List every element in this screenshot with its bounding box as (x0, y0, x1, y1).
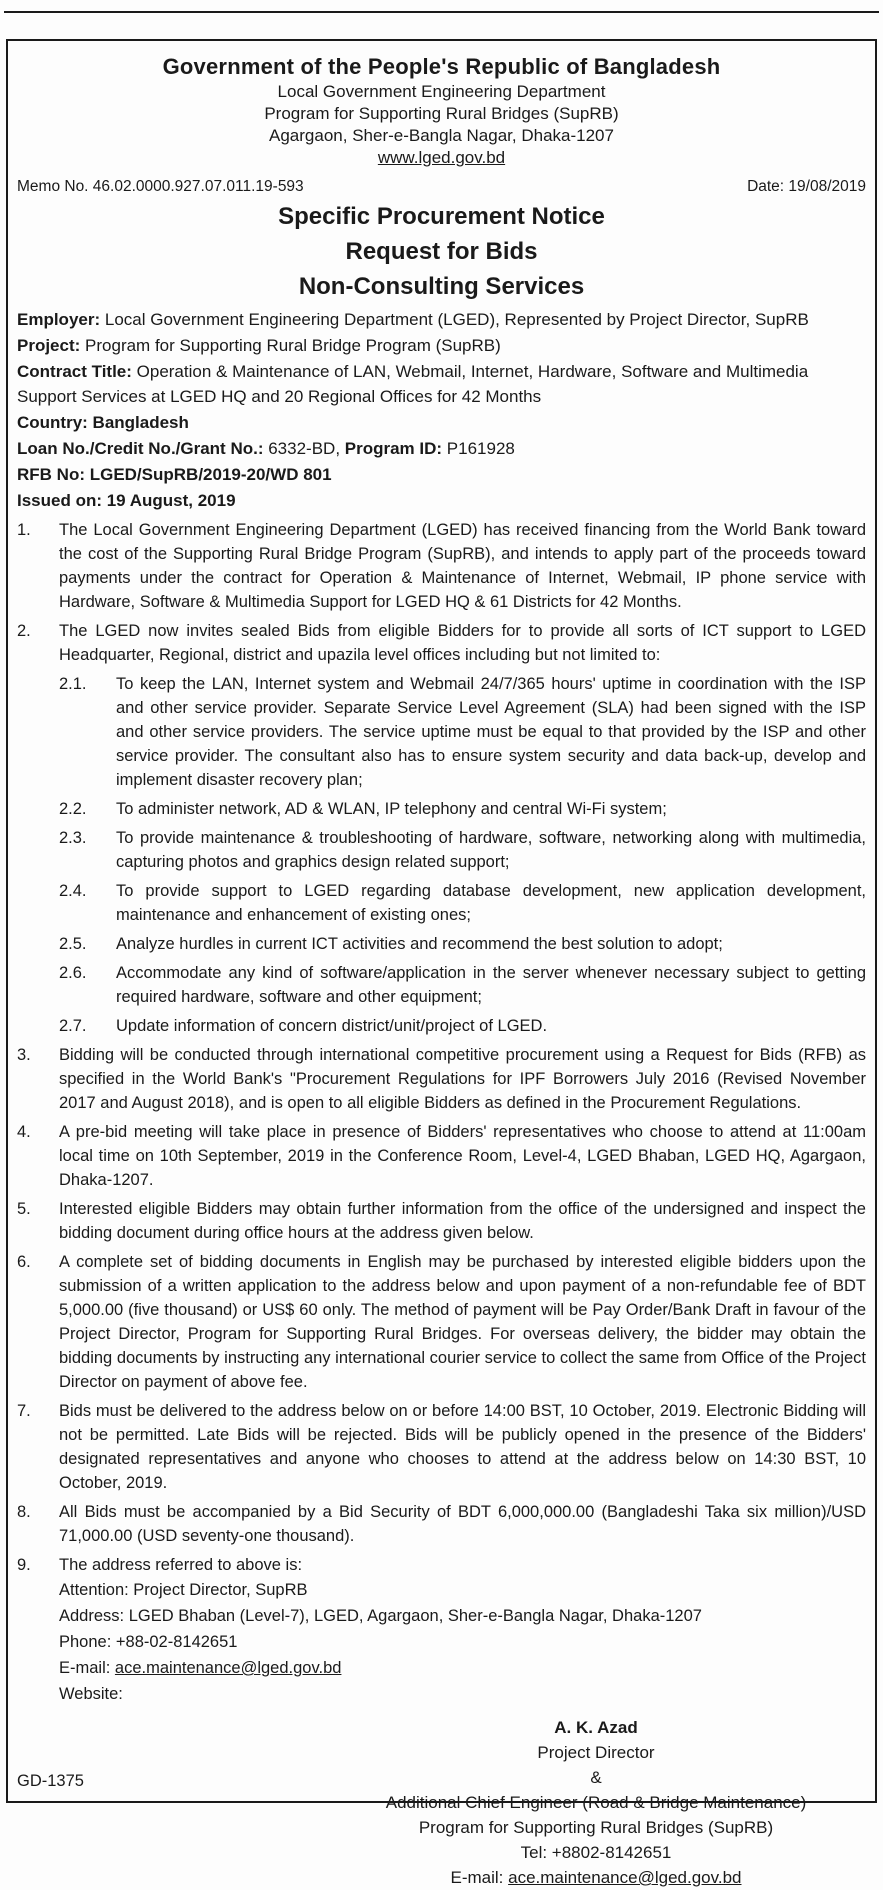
notice-items (17, 518, 866, 1707)
field-label: RFB No: LGED/SupRB/2019-20/WD 801 (17, 465, 332, 484)
sub-item-number: 2.4. (59, 882, 87, 900)
signature-email-line (356, 1865, 836, 1890)
item-text: The address referred to above is: (59, 1556, 303, 1574)
item-number: 4. (17, 1123, 31, 1141)
summary-fields (17, 307, 866, 513)
gd-code: GD-1375 (17, 1772, 84, 1790)
item-number: 6. (17, 1253, 31, 1271)
signatory-title-line: Program for Supporting Rural Bridges (SupRB) (418, 1818, 774, 1837)
contact-address-block (59, 1577, 866, 1707)
hq-address: Agargaon, Sher-e-Bangla Nagar, Dhaka-1207 (269, 126, 614, 145)
contract-title-field (17, 359, 866, 409)
sub-item-number: 2.1. (59, 675, 87, 693)
field-value: 6332-BD, (268, 439, 345, 458)
contact-line: Attention: Project Director, SupRB (59, 1581, 308, 1599)
item-text: A complete set of bidding documents in English may be purchased by interested eligible bidders upon the submission of a written application to the address below and upon payment of a non-refundable fee of BDT 5,000.00 (five thousand) or US$ 60 only. The method of payment will be Pay Order/Bank Draft in favour of the Project Director, Program for Supporting Rural Bridges. For overseas delivery, the bidder may obtain the bidding documents by instructing any international courier service to collect the same from Office of the Project Director on payment of above fee. (59, 1253, 866, 1391)
item-text: The LGED now invites sealed Bids from eligible Bidders for to provide all sorts of ICT support to LGED Headquarter, Regional, district and upazila level offices including but not limited to: (59, 622, 866, 664)
item-number: 5. (17, 1200, 31, 1218)
website-line (17, 147, 866, 169)
sub-item-2-2 (59, 797, 866, 821)
document-header (17, 53, 866, 169)
notice-item-7 (17, 1399, 866, 1495)
project-field (17, 333, 866, 358)
rfb-no-field (17, 462, 866, 487)
email-label: E-mail: (59, 1659, 115, 1677)
contact-email-link[interactable]: ace.maintenance@lged.gov.bd (114, 1659, 342, 1677)
request-for-bids-title: Request for Bids (345, 238, 538, 265)
item-number: 2. (17, 622, 31, 640)
field-value: Operation & Maintenance of LAN, Webmail, Internet, Hardware, Software and Multimedia Support Services at LGED HQ and 20 Regional Offices for 42 Months (17, 362, 809, 406)
item-text: A pre-bid meeting will take place in presence of Bidders' representatives who choose to attend at 11:00am local time on 10th September, 2019 in the Conference Room, Level-4, LGED Bhaban, LGED HQ, Agargaon, Dhaka-1207. (59, 1123, 866, 1189)
country-field (17, 410, 866, 435)
field-label: Contract Title: (17, 362, 137, 381)
signatory-title-line: Project Director (537, 1743, 655, 1762)
sub-item-text: Update information of concern district/unit/project of LGED. (116, 1017, 548, 1035)
sub-items (59, 672, 866, 1038)
contact-line: Phone: +88-02-8142651 (59, 1633, 238, 1651)
notice-item-6 (17, 1250, 866, 1394)
contact-line: Website: (59, 1685, 123, 1703)
sub-item-2-1 (59, 672, 866, 792)
notice-item-9 (17, 1553, 866, 1707)
sub-item-2-4 (59, 879, 866, 927)
signatory-name: A. K. Azad (554, 1718, 638, 1737)
notice-item-5 (17, 1197, 866, 1245)
signatory-title-line: Additional Chief Engineer (Road & Bridge Maintenance) (385, 1793, 807, 1812)
notice-item-2 (17, 619, 866, 1038)
field-value: Local Government Engineering Department (LGED), Represented by Project Director, SupRB (104, 310, 809, 329)
website-link[interactable]: www.lged.gov.bd (377, 148, 506, 167)
page-top-rule (4, 11, 879, 13)
signature-email-label: E-mail: (450, 1868, 509, 1887)
specific-procurement-notice-title: Specific Procurement Notice (278, 203, 605, 230)
sub-item-text: To provide maintenance & troubleshooting of hardware, software, networking along with multimedia, capturing photos and graphics design related support; (116, 829, 866, 871)
notice-border-box (6, 39, 877, 1887)
loan-field (17, 436, 866, 461)
item-text: Interested eligible Bidders may obtain further information from the office of the undersigned and inspect the bidding document during office hours at the address given below. (59, 1200, 866, 1242)
memo-date: Date: 19/08/2019 (747, 178, 866, 195)
signature-block (356, 1715, 836, 1890)
sub-item-number: 2.3. (59, 829, 87, 847)
employer-field (17, 307, 866, 332)
item-text: Bids must be delivered to the address below on or before 14:00 BST, 10 October, 2019. Electronic Bidding will not be permitted. Late Bids will be rejected. Bids will be publicly opened in the presence of the Bidders' designated representatives and anyone who chooses to attend at the address below on 14:30 BST, 10 October, 2019. (59, 1402, 866, 1492)
item-number: 9. (17, 1556, 31, 1574)
field-value: Program for Supporting Rural Bridge Program (SupRB) (85, 336, 501, 355)
item-text: The Local Government Engineering Department (LGED) has received financing from the World Bank toward the cost of the Supporting Rural Bridge Program (SupRB), and intends to apply part of the proceeds toward payments under the contract for Operation & Maintenance of Internet, Webmail, IP phone service with Hardware, Software & Multimedia Support for LGED HQ & 61 Districts for 42 Months. (59, 521, 866, 611)
notice-item-1 (17, 518, 866, 614)
sub-item-text: To keep the LAN, Internet system and Webmail 24/7/365 hours' uptime in coordination with the ISP and other service provider. Separate Service Level Agreement (SLA) had been signed with the ISP and other service providers. The service uptime must be equal to that provided by the ISP and other service provider. The consultant also has to ensure system security and data back-up, develop and implement disaster recovery plan; (116, 675, 866, 789)
field-value: P161928 (446, 439, 515, 458)
sub-item-2-3 (59, 826, 866, 874)
non-consulting-services-title: Non-Consulting Services (298, 273, 585, 300)
field-label: Project: (17, 336, 86, 355)
sub-item-number: 2.5. (59, 935, 87, 953)
signatory-title-line: Tel: +8802-8142651 (520, 1843, 672, 1862)
signatory-titles (356, 1740, 836, 1865)
department-name: Local Government Engineering Department (277, 82, 606, 101)
field-label: Employer: (17, 310, 105, 329)
sub-item-number: 2.6. (59, 964, 87, 982)
item-text: Bidding will be conducted through international competitive procurement using a Request for Bids (RFB) as specified in the World Bank's "Procurement Regulations for IPF Borrowers July 2016 (Revised November 2017 and August 2018), and is open to all eligible Bidders as defined in the Procurement Regulations. (59, 1046, 866, 1112)
sub-item-text: Analyze hurdles in current ICT activities and recommend the best solution to adopt; (116, 935, 723, 953)
sub-item-number: 2.2. (59, 800, 87, 818)
sub-item-2-7 (59, 1014, 866, 1038)
sub-item-text: Accommodate any kind of software/application in the server whenever necessary subject to getting required hardware, software and other equipment; (116, 964, 866, 1006)
contact-email-line (59, 1655, 866, 1681)
sub-item-2-5 (59, 932, 866, 956)
notice-item-3 (17, 1043, 866, 1115)
item-number: 1. (17, 521, 31, 539)
memo-row (17, 177, 866, 197)
field-label: Country: Bangladesh (17, 413, 189, 432)
signature-email-link[interactable]: ace.maintenance@lged.gov.bd (508, 1868, 742, 1887)
issued-on-field (17, 488, 866, 513)
sub-item-text: To provide support to LGED regarding database development, new application development, maintenance and enhancement of existing ones; (116, 882, 866, 924)
sub-item-number: 2.7. (59, 1017, 87, 1035)
memo-number: Memo No. 46.02.0000.927.07.011.19-593 (17, 178, 304, 195)
sub-item-text: To administer network, AD & WLAN, IP telephony and central Wi-Fi system; (116, 800, 667, 818)
notice-titles (17, 199, 866, 304)
field-label: Program ID: (344, 439, 447, 458)
notice-item-8 (17, 1500, 866, 1548)
government-title: Government of the People's Republic of Bangladesh (162, 54, 721, 79)
sub-item-2-6 (59, 961, 866, 1009)
item-number: 7. (17, 1402, 31, 1420)
item-text: All Bids must be accompanied by a Bid Security of BDT 6,000,000.00 (Bangladeshi Taka six million)/USD 71,000.00 (USD seventy-one thousand). (59, 1503, 866, 1545)
contact-line: Address: LGED Bhaban (Level-7), LGED, Agargaon, Sher-e-Bangla Nagar, Dhaka-1207 (59, 1607, 702, 1625)
signatory-title-line: & (590, 1768, 602, 1787)
item-number: 8. (17, 1503, 31, 1521)
field-label: Issued on: 19 August, 2019 (17, 491, 236, 510)
field-label: Loan No./Credit No./Grant No.: (17, 439, 269, 458)
notice-item-4 (17, 1120, 866, 1192)
item-number: 3. (17, 1046, 31, 1064)
program-name: Program for Supporting Rural Bridges (SupRB) (264, 104, 619, 123)
